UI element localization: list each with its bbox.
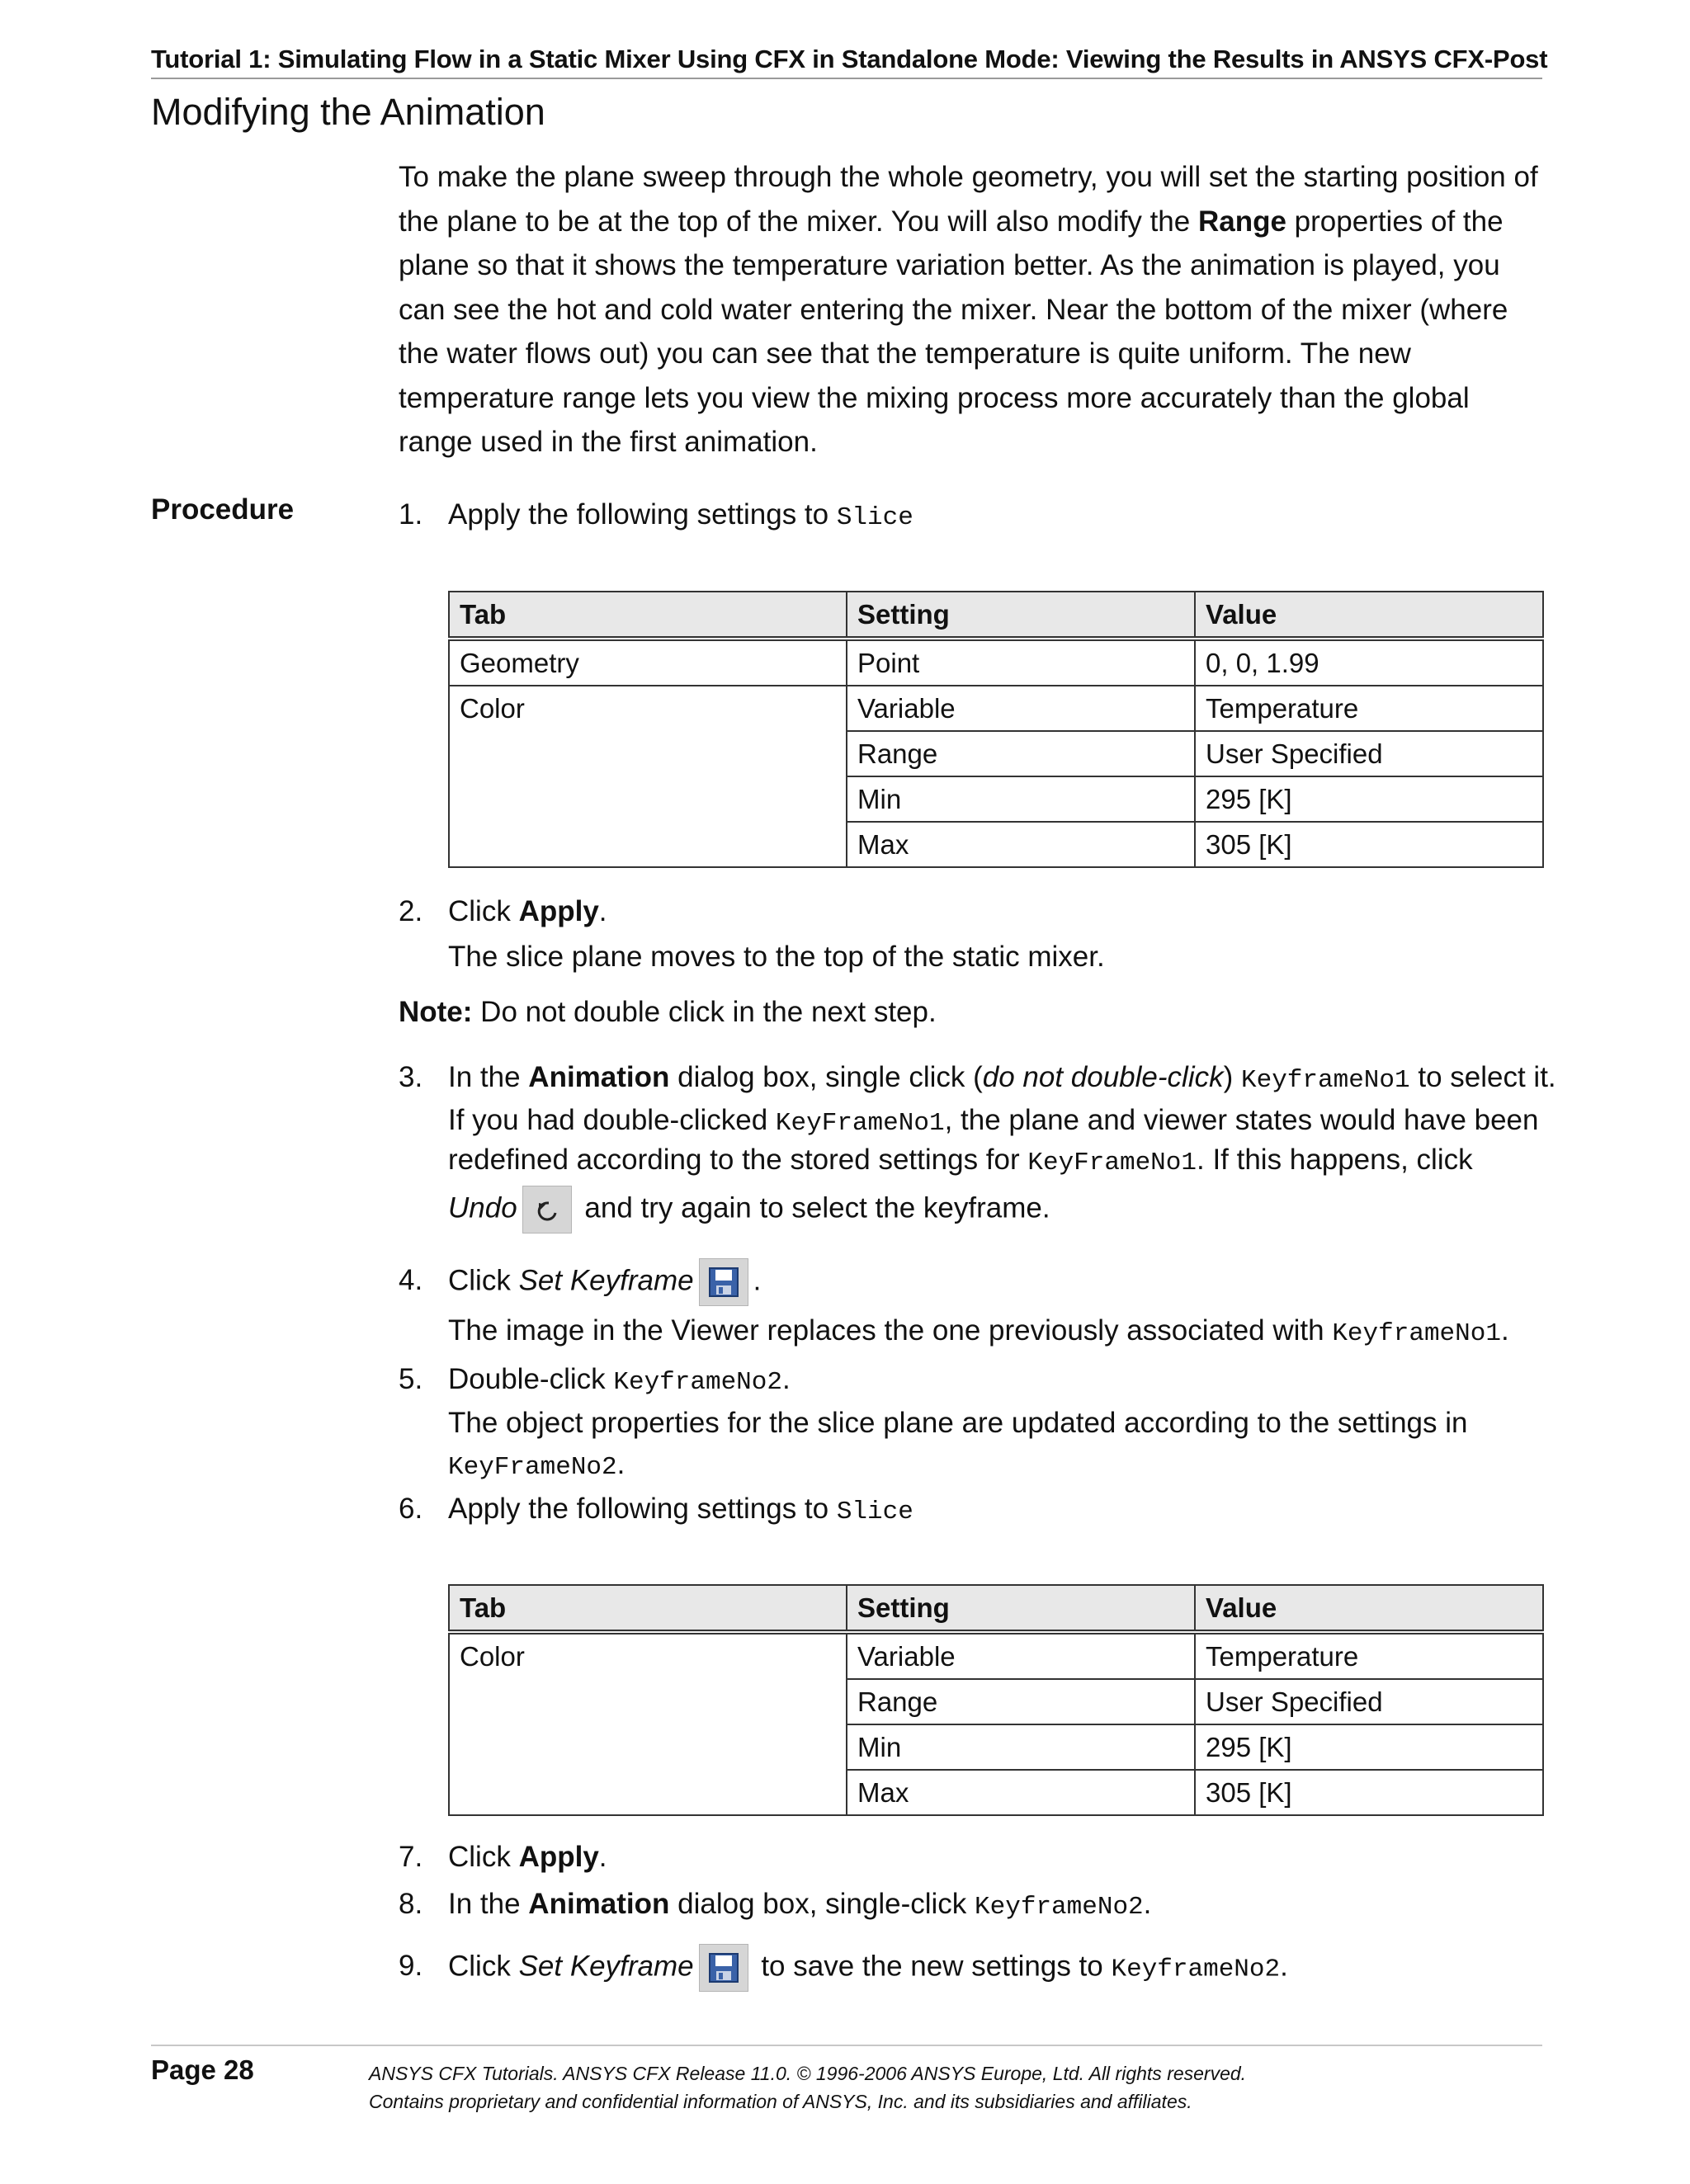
table-cell: 295 [K] xyxy=(1195,776,1543,822)
note-text: Do not double click in the next step. xyxy=(472,996,937,1028)
step-text: to select it. xyxy=(1409,1061,1556,1093)
header-cell: Value xyxy=(1195,1585,1543,1632)
section-title: Modifying the Animation xyxy=(151,91,545,133)
floppy-disk-icon xyxy=(707,1266,740,1299)
undo-term: Undo xyxy=(448,1191,517,1224)
table-cell: Geometry xyxy=(449,639,847,686)
step-text: redefined according to the stored settings for xyxy=(448,1144,1028,1176)
table-cell: User Specified xyxy=(1195,731,1543,776)
set-keyframe-term: Set Keyframe xyxy=(518,1264,694,1297)
code-keyframe: KeyFrameNo1 xyxy=(775,1109,945,1138)
step-number: 3. xyxy=(399,1061,423,1093)
table-row xyxy=(449,1632,1543,1679)
table-cell: Temperature xyxy=(1195,686,1543,731)
intro-text-1: To make the plane sweep through the whole geometry, you will set the starting position of the plane to be at the top of the mixer. You will also modify the xyxy=(399,161,1538,238)
floppy-disk-icon xyxy=(707,1951,740,1984)
step-number: 9. xyxy=(399,1950,423,1982)
step-text: dialog box, single click ( xyxy=(669,1061,983,1093)
note xyxy=(399,996,937,1029)
code-keyframe: KeyframeNo2 xyxy=(613,1368,782,1397)
table-cell: Color xyxy=(449,1632,847,1815)
step-text: In the xyxy=(448,1888,529,1920)
table-cell: Color xyxy=(449,686,847,867)
code-slice: Slice xyxy=(836,1498,913,1526)
table-header-row xyxy=(449,592,1543,639)
step-text: to save the new settings to xyxy=(753,1950,1112,1983)
code-keyframe: KeyFrameNo1 xyxy=(1027,1149,1197,1177)
table-cell: Min xyxy=(847,1724,1195,1770)
step-punct: . xyxy=(1143,1888,1152,1920)
apply-term: Apply xyxy=(518,1841,599,1873)
step-text: In the xyxy=(448,1061,529,1093)
code-slice: Slice xyxy=(836,503,913,532)
step-text: If you had double-clicked xyxy=(448,1104,776,1136)
undo-button[interactable] xyxy=(522,1186,572,1234)
step-punct: . xyxy=(782,1363,791,1395)
table-row xyxy=(449,686,1543,731)
step-3-line-3 xyxy=(448,1139,1554,1184)
footer-copyright xyxy=(369,2059,1246,2116)
step-number: 5. xyxy=(399,1363,423,1395)
table-cell: Variable xyxy=(847,1632,1195,1679)
set-keyframe-button[interactable] xyxy=(699,1944,748,1992)
table-cell: 0, 0, 1.99 xyxy=(1195,639,1543,686)
step-4-result xyxy=(448,1310,1554,1355)
step-punct: . xyxy=(616,1448,625,1480)
table-cell: Temperature xyxy=(1195,1632,1543,1679)
settings-table-2 xyxy=(448,1584,1544,1816)
step-number: 2. xyxy=(399,895,423,927)
step-text: . If this happens, click xyxy=(1197,1144,1473,1176)
step-text: Click xyxy=(448,895,519,927)
code-keyframe: KeyframeNo1 xyxy=(1332,1319,1501,1348)
table-cell: Point xyxy=(847,639,1195,686)
footer-divider xyxy=(151,2045,1542,2046)
step-number: 8. xyxy=(399,1888,423,1920)
apply-term: Apply xyxy=(518,895,599,927)
intro-range-term: Range xyxy=(1197,205,1286,238)
table-cell: Range xyxy=(847,731,1195,776)
table-cell: 305 [K] xyxy=(1195,822,1543,867)
step-punct: . xyxy=(598,895,607,927)
step-3-line-4 xyxy=(448,1186,1554,1234)
step-text: Click xyxy=(448,1264,519,1297)
table-header-row xyxy=(449,1585,1543,1632)
header-cell: Setting xyxy=(847,1585,1195,1632)
table-cell: Range xyxy=(847,1679,1195,1724)
table-cell: Max xyxy=(847,1770,1195,1815)
set-keyframe-term: Set Keyframe xyxy=(518,1950,694,1983)
step-number: 1. xyxy=(399,498,423,531)
step-text: Click xyxy=(448,1950,519,1983)
step-text: and try again to select the keyframe. xyxy=(576,1191,1050,1224)
intro-paragraph xyxy=(399,155,1546,465)
header-cell: Value xyxy=(1195,592,1543,639)
running-header: Tutorial 1: Simulating Flow in a Static Mixer Using CFX in Standalone Mode: Viewing the Results in ANSYS CFX-Post xyxy=(151,45,1542,79)
step-3-line-2 xyxy=(448,1100,1554,1144)
step-number: 7. xyxy=(399,1841,423,1873)
footer-line-2: Contains proprietary and confidential information of ANSYS, Inc. and its subsidiaries and affiliates. xyxy=(369,2091,1192,2112)
table-cell: Min xyxy=(847,776,1195,822)
page-number: Page 28 xyxy=(151,2054,254,2085)
table-cell: Max xyxy=(847,822,1195,867)
step-5-result xyxy=(448,1403,1554,1488)
undo-icon xyxy=(531,1193,564,1226)
code-keyframe: KeyframeNo2 xyxy=(975,1893,1144,1922)
code-keyframe: KeyFrameNo2 xyxy=(448,1453,617,1482)
table-cell: Variable xyxy=(847,686,1195,731)
step-2-result: The slice plane moves to the top of the static mixer. xyxy=(448,941,1105,973)
step-punct: . xyxy=(1500,1314,1509,1347)
header-cell: Tab xyxy=(449,592,847,639)
header-cell: Tab xyxy=(449,1585,847,1632)
step-text: Double-click xyxy=(448,1363,614,1395)
step-punct: . xyxy=(1280,1950,1288,1983)
step-number: 6. xyxy=(399,1493,423,1525)
procedure-label: Procedure xyxy=(151,493,295,526)
step-punct: . xyxy=(753,1264,762,1297)
step-text: Apply the following settings to xyxy=(448,498,837,531)
header-cell: Setting xyxy=(847,592,1195,639)
table-cell: 305 [K] xyxy=(1195,1770,1543,1815)
step-text: The object properties for the slice plane are updated according to the settings in xyxy=(448,1407,1468,1439)
set-keyframe-button[interactable] xyxy=(699,1258,748,1306)
settings-table-1 xyxy=(448,591,1544,868)
table-row xyxy=(449,639,1543,686)
code-keyframe: KeyframeNo2 xyxy=(1111,1955,1281,1984)
note-label: Note: xyxy=(399,996,473,1028)
step-number: 4. xyxy=(399,1264,423,1296)
table-cell: 295 [K] xyxy=(1195,1724,1543,1770)
emphasis: do not double-click xyxy=(982,1061,1224,1093)
code-keyframe: KeyframeNo1 xyxy=(1240,1066,1410,1095)
step-text: , the plane and viewer states would have been xyxy=(944,1104,1539,1136)
footer-line-1: ANSYS CFX Tutorials. ANSYS CFX Release 11.0. © 1996-2006 ANSYS Europe, Ltd. All rights reserved. xyxy=(369,2063,1247,2084)
animation-term: Animation xyxy=(528,1888,670,1920)
step-text: The image in the Viewer replaces the one previously associated with xyxy=(448,1314,1333,1347)
step-text: ) xyxy=(1223,1061,1241,1093)
step-text: Click xyxy=(448,1841,519,1873)
intro-text-2: properties of the plane so that it shows the temperature variation better. As the animation is played, you can see the hot and cold water entering the mixer. Near the bottom of the mixer (where the water flows out) you can see that the temperature is quite uniform. The new temperature range lets you view the mixing process more accurately than the global range used in the first animation. xyxy=(399,205,1508,458)
step-punct: . xyxy=(598,1841,607,1873)
step-text: dialog box, single-click xyxy=(669,1888,975,1920)
table-cell: User Specified xyxy=(1195,1679,1543,1724)
step-text: Apply the following settings to xyxy=(448,1493,837,1525)
animation-term: Animation xyxy=(528,1061,670,1093)
